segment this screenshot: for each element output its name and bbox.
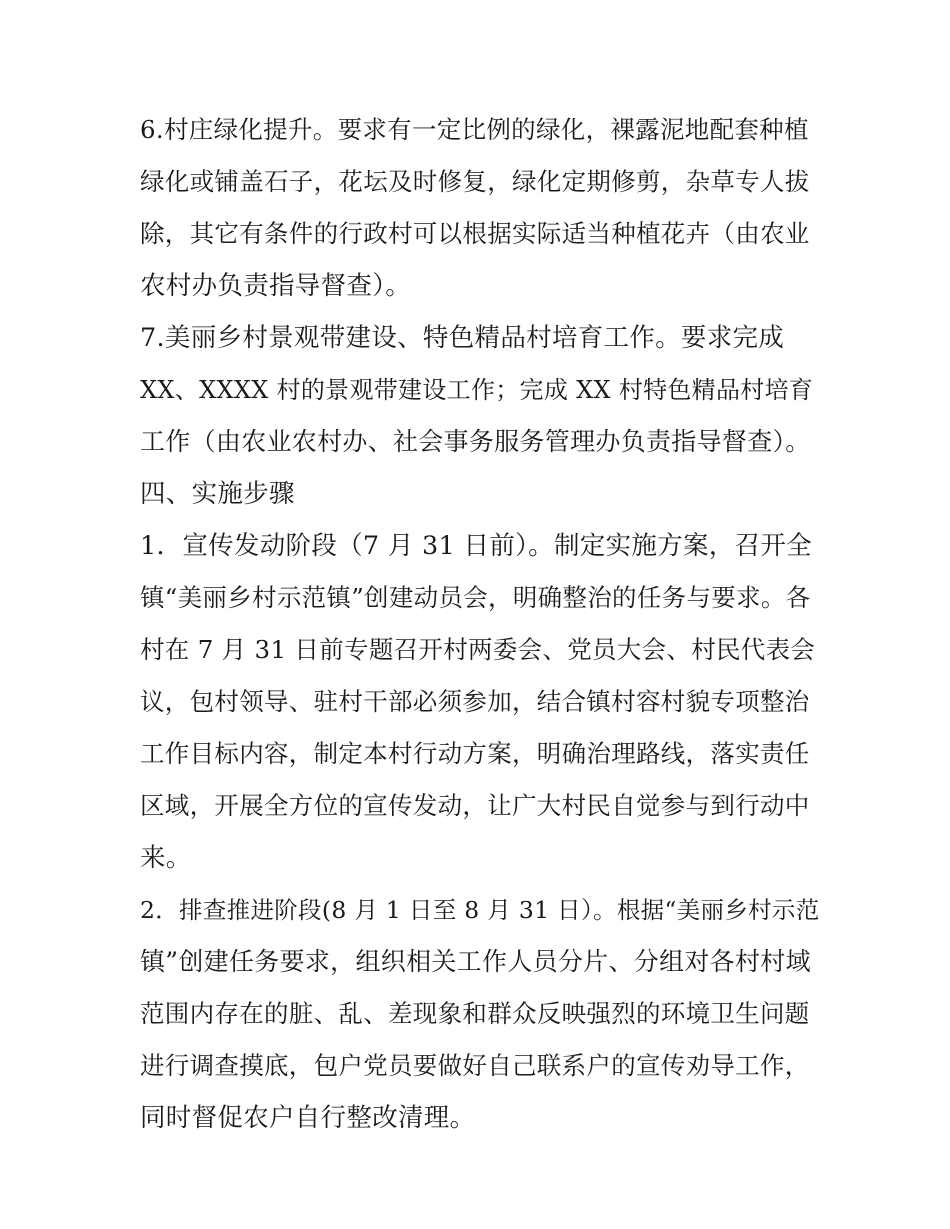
text-line-6: XX、XXXX 村的景观带建设工作；完成 XX 村特色精品村培育 (140, 376, 814, 404)
text-line-20: 同时督促农户自行整改清理。 (140, 1103, 476, 1133)
text-line-14: 区域，开展全方位的宣传发动，让广大村民自觉参与到行动中 (140, 791, 810, 820)
text-line-3: 除，其它有条件的行政村可以根据实际适当种植花卉（由农业 (140, 219, 810, 248)
text-line-4: 农村办负责指导督查）。 (140, 271, 412, 301)
text-line-13: 工作目标内容，制定本村行动方案，明确治理路线，落实责任 (140, 739, 810, 768)
text-line-7: 工作（由农业农村办、社会事务服务管理办负责指导督查）。 (140, 427, 811, 456)
text-line-15: 来。 (140, 843, 192, 873)
text-line-11: 村在 7 月 31 日前专题召开村两委会、党员大会、村民代表会 (140, 635, 816, 664)
text-line-5: 7.美丽乡村景观带建设、特色精品村培育工作。要求完成 (140, 323, 785, 353)
text-line-12: 议，包村领导、驻村干部必须参加，结合镇村容村貌专项整治 (140, 687, 810, 716)
text-line-16: 2．排查推进阶段(8 月 1 日至 8 月 31 日）。根据“美丽乡村示范 (140, 896, 820, 924)
text-line-18: 范围内存在的脏、乱、差现象和群众反映强烈的环境卫生问题 (140, 999, 810, 1028)
text-line-17: 镇”创建任务要求，组织相关工作人员分片、分组对各村村域 (140, 947, 811, 976)
text-line-19: 进行调查摸底，包户党员要做好自己联系户的宣传劝导工作， (140, 1051, 810, 1080)
text-line-1: 6.村庄绿化提升。要求有一定比例的绿化，裸露泥地配套种植 (140, 115, 809, 144)
text-line-9: 1．宣传发动阶段（7 月 31 日前）。制定实施方案，召开全 (140, 531, 812, 561)
text-line-10: 镇“美丽乡村示范镇”创建动员会，明确整治的任务与要求。各 (140, 583, 811, 612)
section-heading: 四、实施步骤 (140, 479, 295, 509)
text-line-2: 绿化或铺盖石子，花坛及时修复，绿化定期修剪，杂草专人拔 (140, 167, 810, 196)
